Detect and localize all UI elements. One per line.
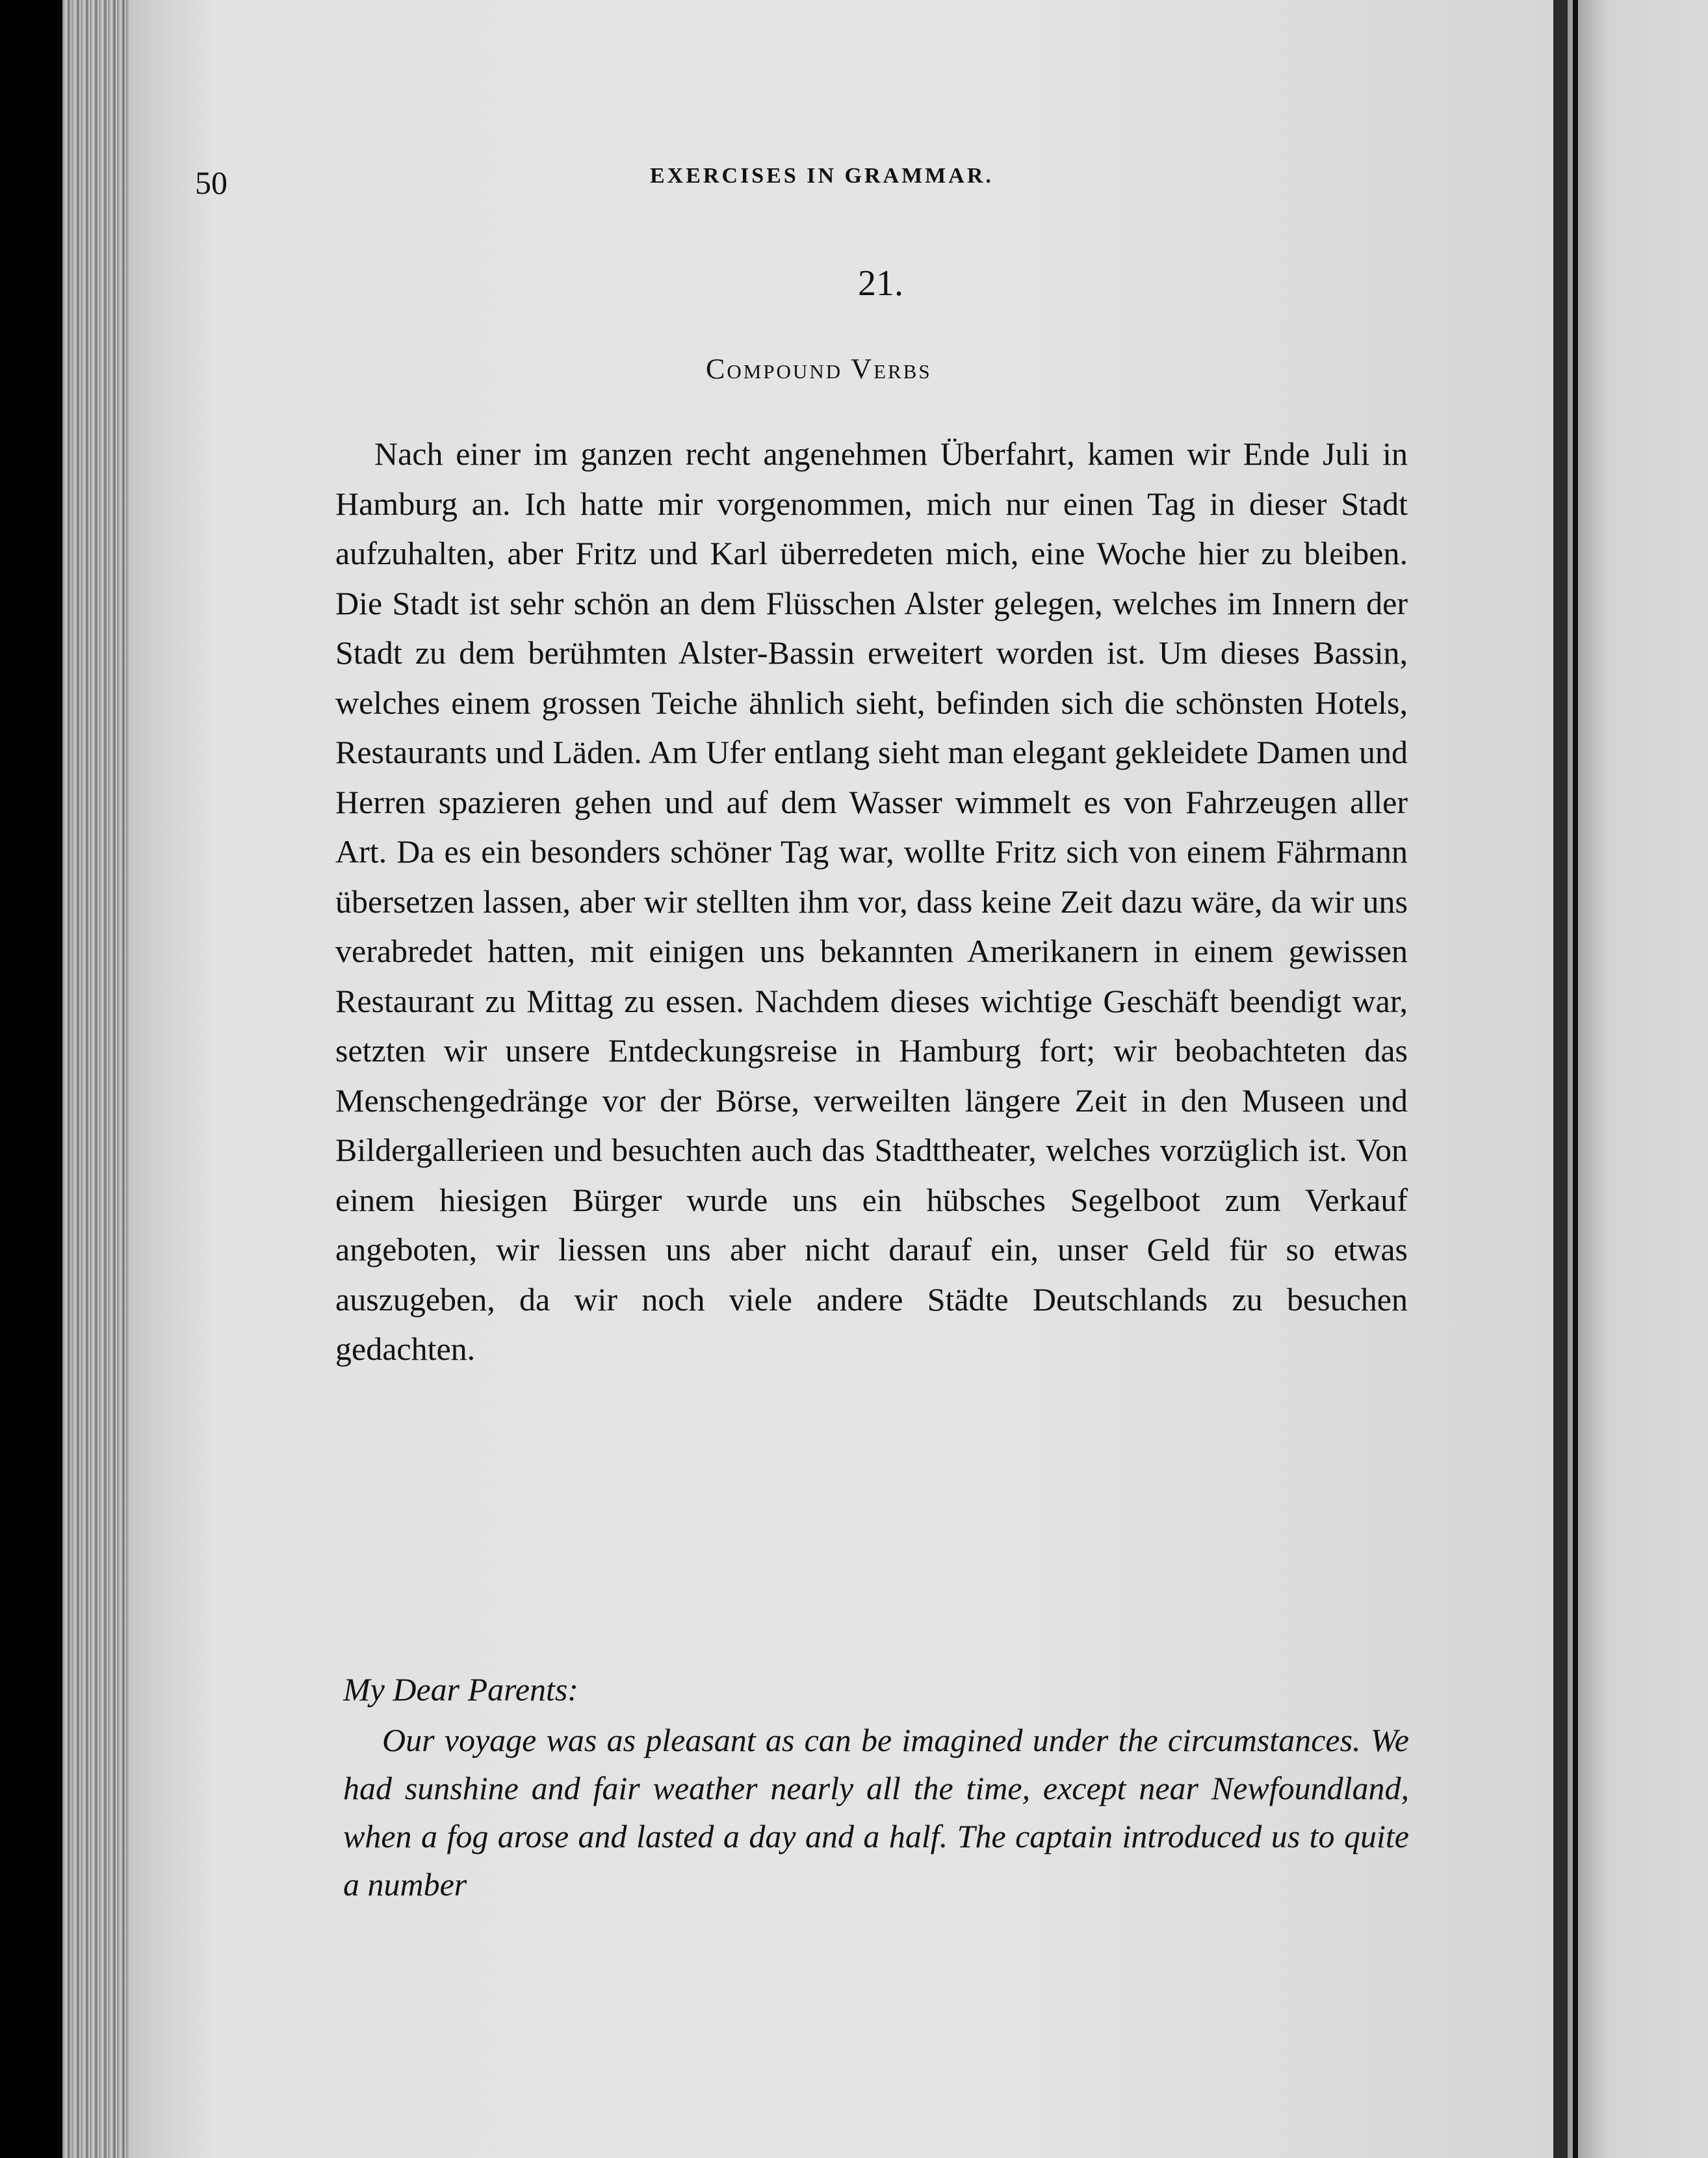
page-number: 50 bbox=[195, 164, 227, 201]
facing-page-border bbox=[1573, 0, 1578, 2158]
section-number: 21. bbox=[858, 263, 903, 304]
german-passage bbox=[335, 429, 1408, 1374]
facing-page-edge bbox=[1568, 0, 1708, 2158]
page-edges bbox=[62, 0, 134, 2158]
german-paragraph: Nach einer im ganzen recht angenehmen Überfahrt, kamen wir Ende Juli in Hamburg an. Ich hatte mir vorgenommen, mich nur einen Tag in dieser Stadt aufzuhalten, aber Fritz und Karl überredeten mich, eine Woche hier zu bleiben. Die Stadt ist sehr schön an dem Flüsschen Alster gelegen, welches im Innern der Stadt zu dem berühmten Alster-Bassin erweitert worden ist. Um dieses Bassin, welches einem grossen Teiche ähnlich sieht, befinden sich die schönsten Hotels, Restaurants und Läden. Am Ufer entlang sieht man elegant gekleidete Damen und Herren spazieren gehen und auf dem Wasser wimmelt es von Fahrzeugen aller Art. Da es ein besonders schöner Tag war, wollte Fritz sich von einem Fährmann übersetzen lassen, aber wir stellten ihm vor, dass keine Zeit dazu wäre, da wir uns verabredet hatten, mit einigen uns bekannten Amerikanern in einem gewissen Restaurant zu Mittag zu essen. Nachdem dieses wichtige Geschäft beendigt war, setzten wir unsere Entdeckungsreise in Hamburg fort; wir beobachteten das Menschengedränge vor der Börse, verweilten längere Zeit in den Museen und Bildergallerieen und besuchten auch das Stadttheater, welches vorzüglich ist. Von einem hiesigen Bürger wurde uns ein hübsches Segelboot zum Verkauf angeboten, wir liessen uns aber nicht darauf ein, unser Geld für so etwas auszugeben, da wir noch viele andere Städte Deutschlands zu besuchen gedachten. bbox=[335, 436, 1408, 1367]
page-header bbox=[195, 164, 1462, 203]
book-gutter bbox=[1553, 0, 1568, 2158]
running-title: EXERCISES IN GRAMMAR. bbox=[650, 164, 994, 188]
section-title: Compound Verbs bbox=[706, 353, 932, 385]
letter-paragraph: Our voyage was as pleasant as can be imagined under the circumstances. We had sunshine and fair weather nearly all the time, except near Newfoundland, when a fog arose and lasted a day and a half. The captain introduced us to quite a number bbox=[343, 1722, 1409, 1903]
letter-greeting: My Dear Parents: bbox=[343, 1671, 578, 1708]
english-letter bbox=[343, 1716, 1409, 1908]
